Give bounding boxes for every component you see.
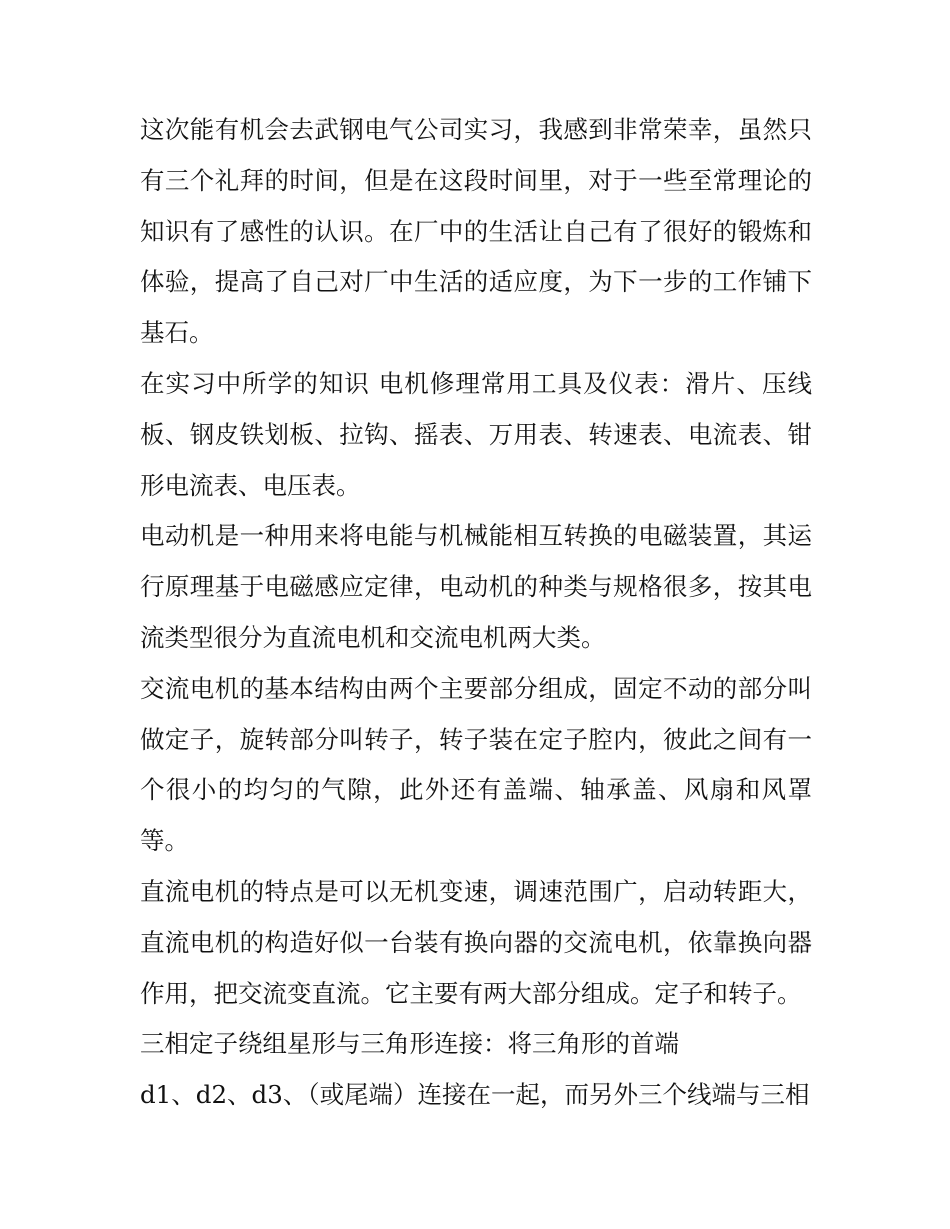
paragraph-ac-motor-structure: 交流电机的基本结构由两个主要部分组成，固定不动的部分叫做定子，旋转部分叫转子，转子装在定子腔内，彼此之间有一个很小的均匀的气隙，此外还有盖端、轴承盖、风扇和风罩等。 (140, 673, 812, 856)
paragraph-motor-definition: 电动机是一种用来将电能与机械能相互转换的电磁装置，其运行原理基于电磁感应定律，电动机的种类与规格很多，按其电流类型很分为直流电机和交流电机两大类。 (140, 521, 812, 652)
paragraph-winding-connection: 三相定子绕组星形与三角形连接：将三角形的首端 (140, 1029, 679, 1059)
paragraph-dc-motor-features: 直流电机的特点是可以无机变速，调速范围广，启动转距大，直流电机的构造好似一台装有换向器的交流电机，依靠换向器作用，把交流变直流。它主要有两大部分组成。定子和转子。 (140, 876, 812, 1008)
paragraph-tools-and-instruments: 在实习中所学的知识 电机修理常用工具及仪表：滑片、压线板、钢皮铁划板、拉钩、摇表、万用表、转速表、电流表、钳形电流表、电压表。 (140, 368, 812, 500)
paragraph-internship-intro: 这次能有机会去武钢电气公司实习，我感到非常荣幸，虽然只有三个礼拜的时间，但是在这段时间里，对于一些至常理论的知识有了感性的认识。在厂中的生活让自己有了很好的锻炼和体验，提高了自己对厂中生活的适应度，为下一步的工作铺下基石。 (140, 115, 812, 348)
document-body (140, 105, 812, 1121)
paragraph-winding-terminals: d1、d2、d3、（或尾端）连接在一起，而另外三个线端与三相 (140, 1080, 810, 1110)
